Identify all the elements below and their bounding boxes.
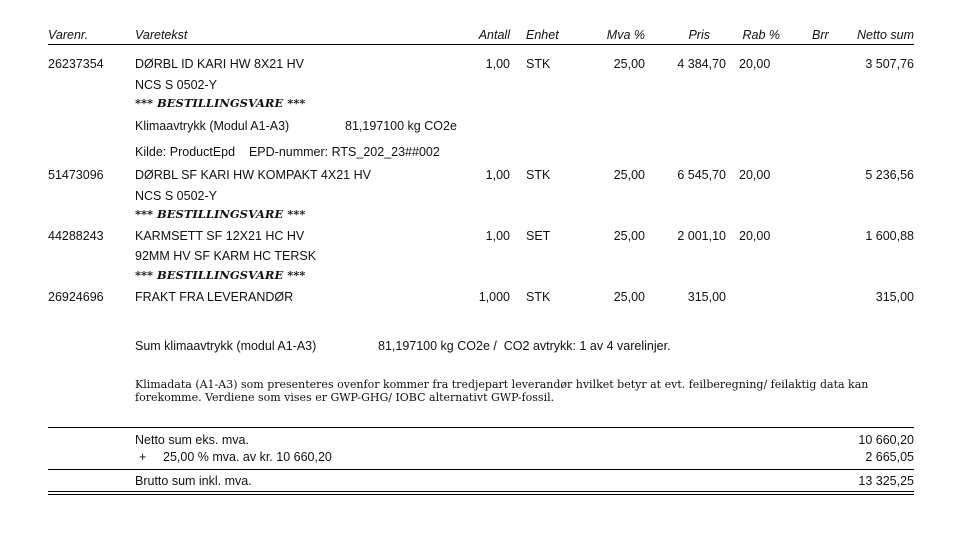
item-desc2: NCS S 0502-Y <box>135 78 217 92</box>
brutto-sum-value: 13 325,25 <box>858 474 914 488</box>
col-header-antall: Antall <box>478 28 510 42</box>
totals-double-rule-1 <box>48 491 914 492</box>
item-antall: 1,00 <box>485 57 510 71</box>
item-varenr: 26924696 <box>48 290 104 304</box>
item-desc2: NCS S 0502-Y <box>135 189 217 203</box>
item-varenr: 51473096 <box>48 168 104 182</box>
item-antall: 1,000 <box>478 290 510 304</box>
item-note: *** BESTILLINGSVARE *** <box>135 268 306 282</box>
totals-double-rule-2 <box>48 494 914 495</box>
item-note: *** BESTILLINGSVARE *** <box>135 207 306 221</box>
col-header-varetekst: Varetekst <box>135 28 188 42</box>
item-enhet: STK <box>526 290 551 304</box>
totals-top-rule <box>48 427 914 428</box>
col-header-rab: Rab % <box>742 28 780 42</box>
klima-summary-label: Sum klimaavtrykk (modul A1-A3) <box>135 339 317 353</box>
col-header-netto: Netto sum <box>857 28 914 42</box>
mva-plus-sign: + <box>139 450 147 464</box>
mva-label: 25,00 % mva. av kr. 10 660,20 <box>163 450 332 464</box>
item-netto: 315,00 <box>875 290 914 304</box>
item-enhet: STK <box>526 57 551 71</box>
netto-sum-value: 10 660,20 <box>858 433 914 447</box>
item-netto: 5 236,56 <box>865 168 914 182</box>
item-klima-label: Klimaavtrykk (Modul A1-A3) <box>135 119 290 133</box>
item-desc: DØRBL SF KARI HW KOMPAKT 4X21 HV <box>135 168 371 182</box>
item-desc: DØRBL ID KARI HW 8X21 HV <box>135 57 305 71</box>
item-pris: 315,00 <box>687 290 726 304</box>
item-desc2: 92MM HV SF KARM HC TERSK <box>135 249 317 263</box>
item-kilde: Kilde: ProductEpd EPD-nummer: RTS_202_23##002 <box>135 145 440 159</box>
item-rab: 20,00 <box>739 168 771 182</box>
item-antall: 1,00 <box>485 168 510 182</box>
item-pris: 2 001,10 <box>677 229 726 243</box>
item-netto: 3 507,76 <box>865 57 914 71</box>
header-rule <box>48 44 914 45</box>
item-enhet: SET <box>526 229 551 243</box>
col-header-enhet: Enhet <box>526 28 559 42</box>
item-rab: 20,00 <box>739 57 771 71</box>
item-mva: 25,00 <box>613 57 645 71</box>
item-pris: 4 384,70 <box>677 57 726 71</box>
item-antall: 1,00 <box>485 229 510 243</box>
mva-value: 2 665,05 <box>865 450 914 464</box>
item-note: *** BESTILLINGSVARE *** <box>135 96 306 110</box>
item-varenr: 26237354 <box>48 57 104 71</box>
item-klima-value: 81,197100 kg CO2e <box>345 119 457 133</box>
item-pris: 6 545,70 <box>677 168 726 182</box>
item-mva: 25,00 <box>613 229 645 243</box>
netto-sum-label: Netto sum eks. mva. <box>135 433 249 447</box>
brutto-sum-label: Brutto sum inkl. mva. <box>135 474 252 488</box>
col-header-brr: Brr <box>812 28 829 42</box>
item-enhet: STK <box>526 168 551 182</box>
item-varenr: 44288243 <box>48 229 104 243</box>
col-header-pris: Pris <box>688 28 710 42</box>
col-header-mva: Mva % <box>606 28 645 42</box>
klima-disclaimer: Klimadata (A1-A3) som presenteres ovenfor kommer fra tredjepart leverandør hvilket betyr at evt. feilberegning/ feilaktig data kan forekomme. Verdiene som vises er GWP-GHG/ IOBC alternativt GWP-fossil. <box>135 378 869 404</box>
item-desc: FRAKT FRA LEVERANDØR <box>135 290 294 304</box>
item-rab: 20,00 <box>739 229 771 243</box>
item-mva: 25,00 <box>613 168 645 182</box>
item-desc: KARMSETT SF 12X21 HC HV <box>135 229 305 243</box>
totals-mid-rule <box>48 469 914 470</box>
klima-summary-value: 81,197100 kg CO2e / CO2 avtrykk: 1 av 4 varelinjer. <box>378 339 671 353</box>
item-netto: 1 600,88 <box>865 229 914 243</box>
item-mva: 25,00 <box>613 290 645 304</box>
col-header-varenr: Varenr. <box>48 28 89 42</box>
